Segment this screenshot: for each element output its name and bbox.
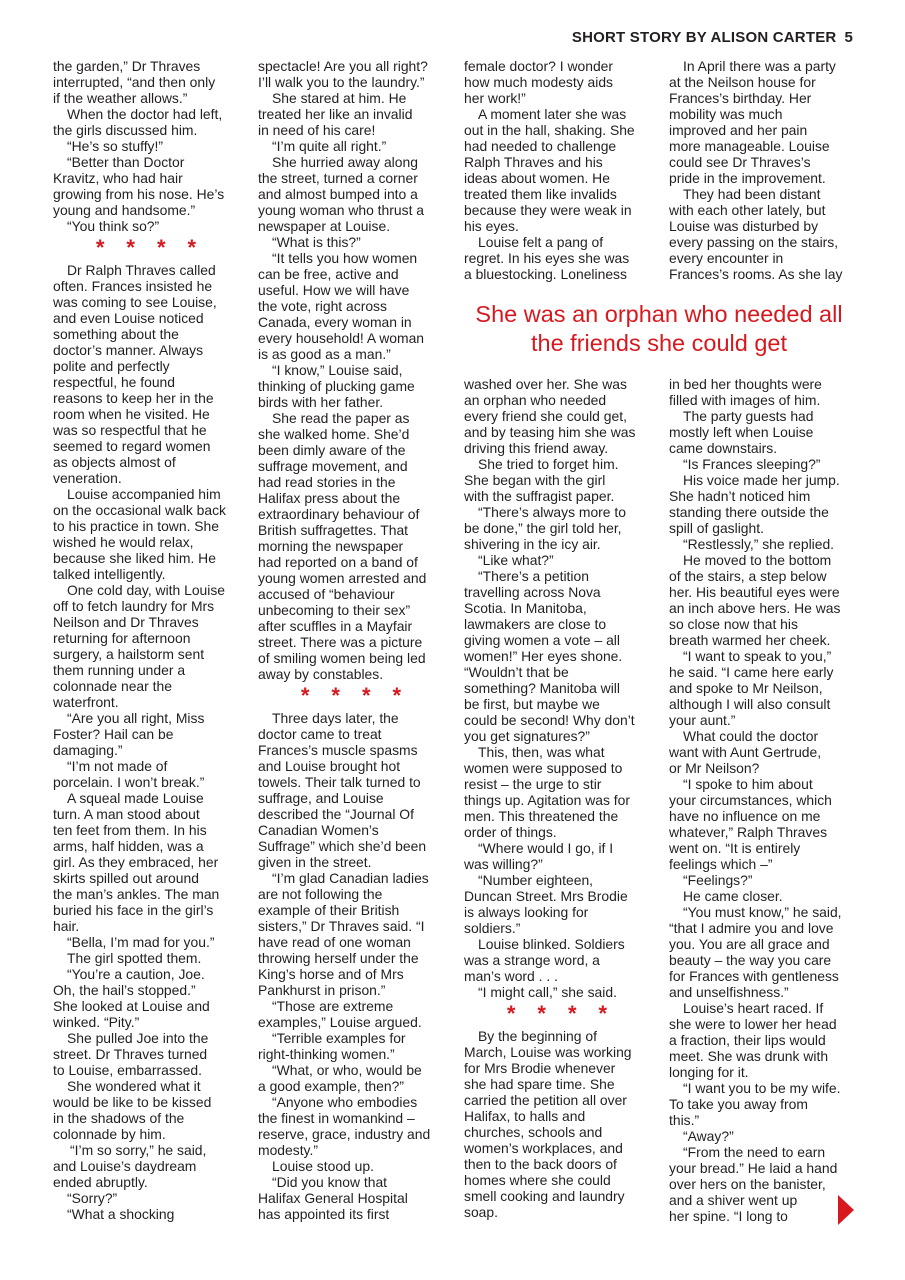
text-line: then to the back doors of <box>464 1156 617 1172</box>
text-line: damaging.” <box>53 742 123 758</box>
text-line: because she liked him. He <box>53 550 216 566</box>
text-line: standing there outside the <box>669 504 829 520</box>
text-line: although I will also consult <box>669 696 831 712</box>
text-line: over hers on the banister, <box>669 1176 826 1192</box>
text-line: was willing?” <box>464 856 543 872</box>
text-line: One cold day, with Louise <box>67 582 226 598</box>
pull-quote <box>460 300 858 358</box>
text-line: spectacle! Are you all right? <box>258 58 428 74</box>
text-line: “He’s so stuffy!” <box>67 138 163 154</box>
text-line: away by constables. <box>258 666 384 682</box>
text-line: “You must know,” he said, <box>683 904 842 920</box>
text-line: Canada, every woman in <box>258 314 412 330</box>
text-line: hair. <box>53 918 80 934</box>
text-line: of smiling women being led <box>258 650 426 666</box>
text-line: and a shiver went up <box>669 1192 798 1208</box>
text-line: right-thinking women.” <box>258 1046 395 1062</box>
text-line: churches, schools and <box>464 1124 603 1140</box>
text-line: examples,” Louise argued. <box>258 1014 422 1030</box>
text-line: off to fetch laundry for Mrs <box>53 598 215 614</box>
text-line: Halifax, to halls and <box>464 1108 586 1124</box>
text-line: described the “Journal Of <box>258 806 414 822</box>
text-line: in need of his care! <box>258 122 376 138</box>
text-line: pride in the improvement. <box>669 170 826 186</box>
text-line: longing for it. <box>669 1064 749 1080</box>
text-line: She read the paper as <box>272 410 410 426</box>
text-line: breath warmed her cheek. <box>669 632 831 648</box>
text-line: often. Frances insisted he <box>53 278 213 294</box>
text-line: every household! A woman <box>258 330 425 346</box>
text-line: be first, but maybe we <box>464 696 600 712</box>
text-line: I’ll walk you to the laundry.” <box>258 74 425 90</box>
text-line: Halifax press about the <box>258 490 401 506</box>
text-line: room when he visited. He <box>53 406 210 422</box>
text-line: the girls discussed him. <box>53 122 198 138</box>
text-line: her. His beautiful eyes were <box>669 584 840 600</box>
text-line: shivering in the icy air. <box>464 536 601 552</box>
text-line: newspaper at Louise. <box>258 218 391 234</box>
text-line: something? Manitoba will <box>464 680 620 696</box>
text-line: Louise was disturbed by <box>669 218 819 234</box>
text-line: She hadn’t noticed him <box>669 488 811 504</box>
text-line: “Are you all right, Miss <box>67 710 205 726</box>
text-line: had read stories in the <box>258 474 396 490</box>
text-line: interrupted, “and then only <box>53 74 216 90</box>
text-line: her spine. “I long to <box>669 1208 788 1224</box>
text-line: extraordinary behaviour of <box>258 506 420 522</box>
text-line: female doctor? I wonder <box>464 58 614 74</box>
section-break-stars: **** <box>95 235 219 260</box>
text-line: “From the need to earn <box>683 1144 826 1160</box>
text-line: Louise felt a pang of <box>478 234 604 250</box>
text-line: every friend she could get, <box>464 408 627 424</box>
text-line: She hurried away along <box>272 154 418 170</box>
pull-quote-line: the friends she could get <box>530 330 788 356</box>
text-line: “Where would I go, if I <box>478 840 614 856</box>
text-line: Louise blinked. Soldiers <box>478 936 625 952</box>
text-line: young women arrested and <box>258 570 427 586</box>
text-line: more manageable. Louise <box>669 138 830 154</box>
text-line: “I’m so sorry,” he said, <box>70 1142 207 1158</box>
text-line: buried his face in the girl’s <box>53 902 214 918</box>
text-line: A moment later she was <box>478 106 627 122</box>
text-line: if the weather allows.” <box>53 90 188 106</box>
text-line: She stared at him. He <box>272 90 407 106</box>
text-column-1 <box>53 58 239 1222</box>
text-line: has appointed its first <box>258 1206 390 1222</box>
text-line: girl. As they embraced, her <box>53 854 219 870</box>
text-line: talked intelligently. <box>53 566 166 582</box>
text-line: She tried to forget him. <box>478 456 619 472</box>
text-line: The party guests had <box>683 408 814 424</box>
text-line: and even Louise noticed <box>53 310 204 326</box>
text-line: treated her like an invalid <box>258 106 413 122</box>
text-line: regret. In his eyes she was <box>464 250 630 266</box>
text-line: have no influence on me <box>669 808 821 824</box>
text-line: waterfront. <box>53 694 119 710</box>
text-line: “Did you know that <box>272 1174 388 1190</box>
text-line: March, Louise was working <box>464 1044 632 1060</box>
text-line: unbecoming to their sex” <box>258 602 411 618</box>
text-line: To take you away from <box>669 1096 808 1112</box>
text-line: They had been distant <box>683 186 821 202</box>
text-line: winked. “Pity.” <box>53 1014 140 1030</box>
text-line: returning for afternoon <box>53 630 191 646</box>
text-line: Dr Ralph Thraves called <box>67 262 216 278</box>
text-line: feelings which –” <box>669 856 773 872</box>
text-line: resist – the urge to stir <box>464 776 602 792</box>
text-line: Louise stood up. <box>272 1158 374 1174</box>
header-title: SHORT STORY BY ALISON CARTER <box>571 29 837 46</box>
text-line: Foster? Hail can be <box>53 726 174 742</box>
text-line: them running under a <box>53 662 186 678</box>
text-line: her work!” <box>464 90 526 106</box>
text-line: This, then, was what <box>478 744 605 760</box>
text-line: you get signatures?” <box>464 728 590 744</box>
text-line: He moved to the bottom <box>683 552 832 568</box>
text-line: example of their British <box>258 902 400 918</box>
text-line: A squeal made Louise <box>67 790 204 806</box>
text-line: order of things. <box>464 824 557 840</box>
text-line: She began with the girl <box>464 472 606 488</box>
text-line: can be free, active and <box>258 266 399 282</box>
text-line: Ralph Thraves and his <box>464 154 603 170</box>
text-line: improved and her pain <box>669 122 808 138</box>
text-line: driving this friend away. <box>464 440 609 456</box>
text-line: His voice made her jump. <box>683 472 840 488</box>
text-line: street. There was a picture <box>258 634 423 650</box>
text-column-3-bottom <box>464 376 650 1220</box>
text-line: doctor came to treat <box>258 726 382 742</box>
text-line: “Number eighteen, <box>478 872 594 888</box>
text-line: she had spare time. She <box>464 1076 615 1092</box>
text-line: she were to lower her head <box>669 1016 837 1032</box>
text-line: Pankhurst in prison.” <box>258 982 386 998</box>
text-line: accused of “behaviour <box>258 586 395 602</box>
text-line: “Away?” <box>683 1128 734 1144</box>
text-line: She wondered what it <box>67 1078 201 1094</box>
text-line: reserve, grace, industry and <box>258 1126 431 1142</box>
text-line: By the beginning of <box>478 1028 597 1044</box>
text-line: and unselfishness.” <box>669 984 789 1000</box>
text-line: an inch above hers. He was <box>669 600 841 616</box>
text-line: whatever,” Ralph Thraves <box>669 824 828 840</box>
text-line: The girl spotted them. <box>67 950 202 966</box>
text-line: “I know,” Louise said, <box>272 362 403 378</box>
text-line: is as good as a man.” <box>258 346 391 362</box>
text-line: useful. How we will have <box>258 282 410 298</box>
text-line: with each other lately, but <box>669 202 826 218</box>
text-line: Frances’s muscle spasms <box>258 742 418 758</box>
text-line: and Louise’s daydream <box>53 1158 197 1174</box>
text-line: so close now that his <box>669 616 798 632</box>
text-line: given in the street. <box>258 854 372 870</box>
text-line: British suffragettes. That <box>258 522 409 538</box>
text-column-4-bottom <box>669 376 855 1224</box>
text-line: meet. She was drunk with <box>669 1048 829 1064</box>
text-line: something about the <box>53 326 179 342</box>
text-line: is always looking for <box>464 904 589 920</box>
text-line: thinking of plucking game <box>258 378 415 394</box>
text-line: an orphan who needed <box>464 392 607 408</box>
text-line: “You’re a caution, Joe. <box>67 966 205 982</box>
text-line: growing from his nose. He’s <box>53 186 225 202</box>
text-line: could be second! Why don’t <box>464 712 635 728</box>
text-line: “Like what?” <box>478 552 554 568</box>
text-line: mostly left when Louise <box>669 424 814 440</box>
text-line: “There’s always more to <box>478 504 626 520</box>
text-line: and by teasing him she was <box>464 424 636 440</box>
text-line: your bread.” He laid a hand <box>669 1160 838 1176</box>
text-line: travelling across Nova <box>464 584 601 600</box>
text-line: or Mr Neilson? <box>669 760 760 776</box>
text-line: was coming to see Louise, <box>53 294 217 310</box>
text-line: ten feet from them. In his <box>53 822 207 838</box>
text-line: colonnade near the <box>53 678 172 694</box>
text-line: Frances’s rooms. As she lay <box>669 266 843 282</box>
text-line: lawmakers are close to <box>464 616 607 632</box>
text-line: the finest in womankind – <box>258 1110 415 1126</box>
text-line: respectful, he found <box>53 374 176 390</box>
text-line: Three days later, the <box>272 710 399 726</box>
text-line: arms, half hidden, was a <box>53 838 204 854</box>
section-break-stars: **** <box>506 1001 630 1026</box>
text-line: his eyes. <box>464 218 519 234</box>
text-line: “I’m glad Canadian ladies <box>272 870 429 886</box>
text-line: are not following the <box>258 886 383 902</box>
text-column-3-top <box>464 58 650 282</box>
text-line: “Restlessly,” she replied. <box>683 536 835 552</box>
text-line: the vote, right across <box>258 298 387 314</box>
text-line: sisters,” Dr Thraves said. “I <box>258 918 425 934</box>
text-line: a bluestocking. Loneliness <box>464 266 627 282</box>
text-line: could see Dr Thraves’s <box>669 154 811 170</box>
text-line: man’s word . . . <box>464 968 558 984</box>
continue-arrow-icon <box>838 1195 854 1225</box>
text-line: out in the hall, shaking. She <box>464 122 635 138</box>
text-line: What could the doctor <box>683 728 819 744</box>
running-header <box>572 29 853 46</box>
text-line: had reported on a band of <box>258 554 418 570</box>
text-line: and almost bumped into a <box>258 186 418 202</box>
text-line: “I spoke to him about <box>683 776 813 792</box>
text-line: Louise’s heart raced. If <box>683 1000 824 1016</box>
text-line: for Frances with gentleness <box>669 968 839 984</box>
text-line: modesty.” <box>258 1142 318 1158</box>
text-line: women!” Her eyes shone. <box>464 648 623 664</box>
text-line: “What a shocking <box>67 1206 175 1222</box>
text-line: things up. Agitation was for <box>464 792 631 808</box>
text-line: after scuffles in a Mayfair <box>258 618 413 634</box>
text-line: men. This threatened the <box>464 808 619 824</box>
text-line: be done,” the girl told her, <box>464 520 622 536</box>
text-line: for Mrs Brodie whenever <box>464 1060 616 1076</box>
text-line: Kravitz, who had hair <box>53 170 183 186</box>
text-line: “Feelings?” <box>683 872 753 888</box>
text-line: treated them like invalids <box>464 186 617 202</box>
text-line: turn. A man stood about <box>53 806 200 822</box>
text-line: “I might call,” she said. <box>478 984 617 1000</box>
text-line: suffrage, and Louise <box>258 790 384 806</box>
text-line: want with Aunt Gertrude, <box>669 744 822 760</box>
text-line: Suffrage” which she’d been <box>258 838 427 854</box>
text-line: surgery, a hailstorm sent <box>53 646 205 662</box>
text-line: of the stairs, a step below <box>669 568 827 584</box>
text-line: skirts spilled out around <box>53 870 199 886</box>
text-line: “Wouldn’t that be <box>464 664 569 680</box>
text-line: polite and perfectly <box>53 358 170 374</box>
text-line: Canadian Women’s <box>258 822 379 838</box>
text-line: would be like to be kissed <box>53 1094 212 1110</box>
text-line: He came closer. <box>683 888 783 904</box>
text-line: a good example, then?” <box>258 1078 404 1094</box>
text-line: as objects almost of <box>53 454 176 470</box>
text-line: throwing herself under the <box>258 950 419 966</box>
text-line: smell cooking and laundry <box>464 1188 625 1204</box>
text-line: to his practice in town. She <box>53 518 220 534</box>
text-line: women were supposed to <box>464 760 623 776</box>
text-line: “that I admire you and love <box>669 920 834 936</box>
text-line: Neilson and Dr Thraves <box>53 614 199 630</box>
text-line: have read of one woman <box>258 934 411 950</box>
text-line: soap. <box>464 1204 498 1220</box>
text-line: and Louise brought hot <box>258 758 401 774</box>
text-line: was so respectful that he <box>53 422 207 438</box>
section-break-stars: **** <box>300 683 424 708</box>
text-line: this.” <box>669 1112 700 1128</box>
text-line: washed over her. She was <box>464 376 627 392</box>
text-line: the garden,” Dr Thraves <box>53 58 201 74</box>
text-line: She pulled Joe into the <box>67 1030 209 1046</box>
text-line: “It tells you how women <box>272 250 418 266</box>
text-line: ended abruptly. <box>53 1174 148 1190</box>
text-line: homes where she could <box>464 1172 611 1188</box>
text-line: your aunt.” <box>669 712 736 728</box>
text-line: filled with images of him. <box>669 392 821 408</box>
text-line: young and handsome.” <box>53 202 196 218</box>
page-number: 5 <box>844 29 853 46</box>
text-line: in the shadows of the <box>53 1110 185 1126</box>
text-line: with the suffragist paper. <box>464 488 615 504</box>
text-line: birds with her father. <box>258 394 384 410</box>
text-line: the man’s ankles. The man <box>53 886 220 902</box>
text-line: veneration. <box>53 470 122 486</box>
text-line: your circumstances, which <box>669 792 832 808</box>
text-line: “You think so?” <box>67 218 160 234</box>
text-line: mobility was much <box>669 106 783 122</box>
text-line: the street, turned a corner <box>258 170 418 186</box>
text-line: Louise accompanied him <box>67 486 221 502</box>
text-line: “Bella, I’m mad for you.” <box>67 934 215 950</box>
text-line: “Sorry?” <box>67 1190 118 1206</box>
text-line: he said. “I came here early <box>669 664 834 680</box>
text-line: carried the petition all over <box>464 1092 627 1108</box>
text-line: went on. “It is entirely <box>669 840 801 856</box>
text-line: to Louise, embarrassed. <box>53 1062 203 1078</box>
text-line: “Anyone who embodies <box>272 1094 418 1110</box>
text-line: Duncan Street. Mrs Brodie <box>464 888 628 904</box>
text-line: seemed to regard women <box>53 438 211 454</box>
text-line: you. You are all grace and <box>669 936 830 952</box>
text-column-4-top <box>669 58 855 282</box>
text-line: “Those are extreme <box>272 998 394 1014</box>
text-line: morning the newspaper <box>258 538 404 554</box>
text-line: women’s workplaces, and <box>464 1140 623 1156</box>
text-line: “I’m not made of <box>67 758 168 774</box>
text-line: “What, or who, would be <box>272 1062 422 1078</box>
text-line: every encounter in <box>669 250 784 266</box>
text-line: When the doctor had left, <box>67 106 223 122</box>
text-line: reasons to keep her in the <box>53 390 214 406</box>
text-line: “I’m quite all right.” <box>272 138 387 154</box>
text-line: at the Neilson house for <box>669 74 816 90</box>
text-line: “I want to speak to you,” <box>683 648 832 664</box>
text-line: King’s horse and of Mrs <box>258 966 404 982</box>
text-line: giving women a vote – all <box>464 632 620 648</box>
text-line: “Is Frances sleeping?” <box>683 456 821 472</box>
text-line: she walked home. She’d <box>258 426 410 442</box>
pull-quote-line: She was an orphan who needed all <box>475 301 843 327</box>
text-line: been dimly aware of the <box>258 442 406 458</box>
text-line: a fraction, their lips would <box>669 1032 826 1048</box>
text-line: soldiers.” <box>464 920 521 936</box>
text-line: towels. Their talk turned to <box>258 774 421 790</box>
text-line: “I want you to be my wife. <box>683 1080 841 1096</box>
text-line: “There’s a petition <box>478 568 589 584</box>
text-line: every passing on the stairs, <box>669 234 839 250</box>
text-line: “Terrible examples for <box>272 1030 406 1046</box>
text-line: “What is this?” <box>272 234 361 250</box>
text-line: “Better than Doctor <box>67 154 185 170</box>
text-line: Frances’s birthday. Her <box>669 90 812 106</box>
text-line: on the occasional walk back <box>53 502 226 518</box>
text-line: wished he would relax, <box>53 534 194 550</box>
text-line: in bed her thoughts were <box>669 376 822 392</box>
text-line: because they were weak in <box>464 202 632 218</box>
text-line: In April there was a party <box>683 58 836 74</box>
text-line: porcelain. I won’t break.” <box>53 774 205 790</box>
text-line: Scotia. In Manitoba, <box>464 600 587 616</box>
text-line: was a strange word, a <box>464 952 600 968</box>
text-line: Halifax General Hospital <box>258 1190 408 1206</box>
text-line: had needed to challenge <box>464 138 617 154</box>
text-line: doctor’s manner. Always <box>53 342 204 358</box>
text-column-2 <box>258 58 444 1222</box>
text-line: suffrage movement, and <box>258 458 408 474</box>
text-line: Oh, the hail’s stopped.” <box>53 982 196 998</box>
text-line: came downstairs. <box>669 440 778 456</box>
text-line: spill of gaslight. <box>669 520 764 536</box>
text-line: beauty – the way you care <box>669 952 832 968</box>
text-line: street. Dr Thraves turned <box>53 1046 208 1062</box>
text-line: how much modesty aids <box>464 74 614 90</box>
text-line: colonnade by him. <box>53 1126 166 1142</box>
text-line: She looked at Louise and <box>53 998 210 1014</box>
text-line: young woman who thrust a <box>258 202 425 218</box>
text-line: ideas about women. He <box>464 170 610 186</box>
text-line: and spoke to Mr Neilson, <box>669 680 823 696</box>
